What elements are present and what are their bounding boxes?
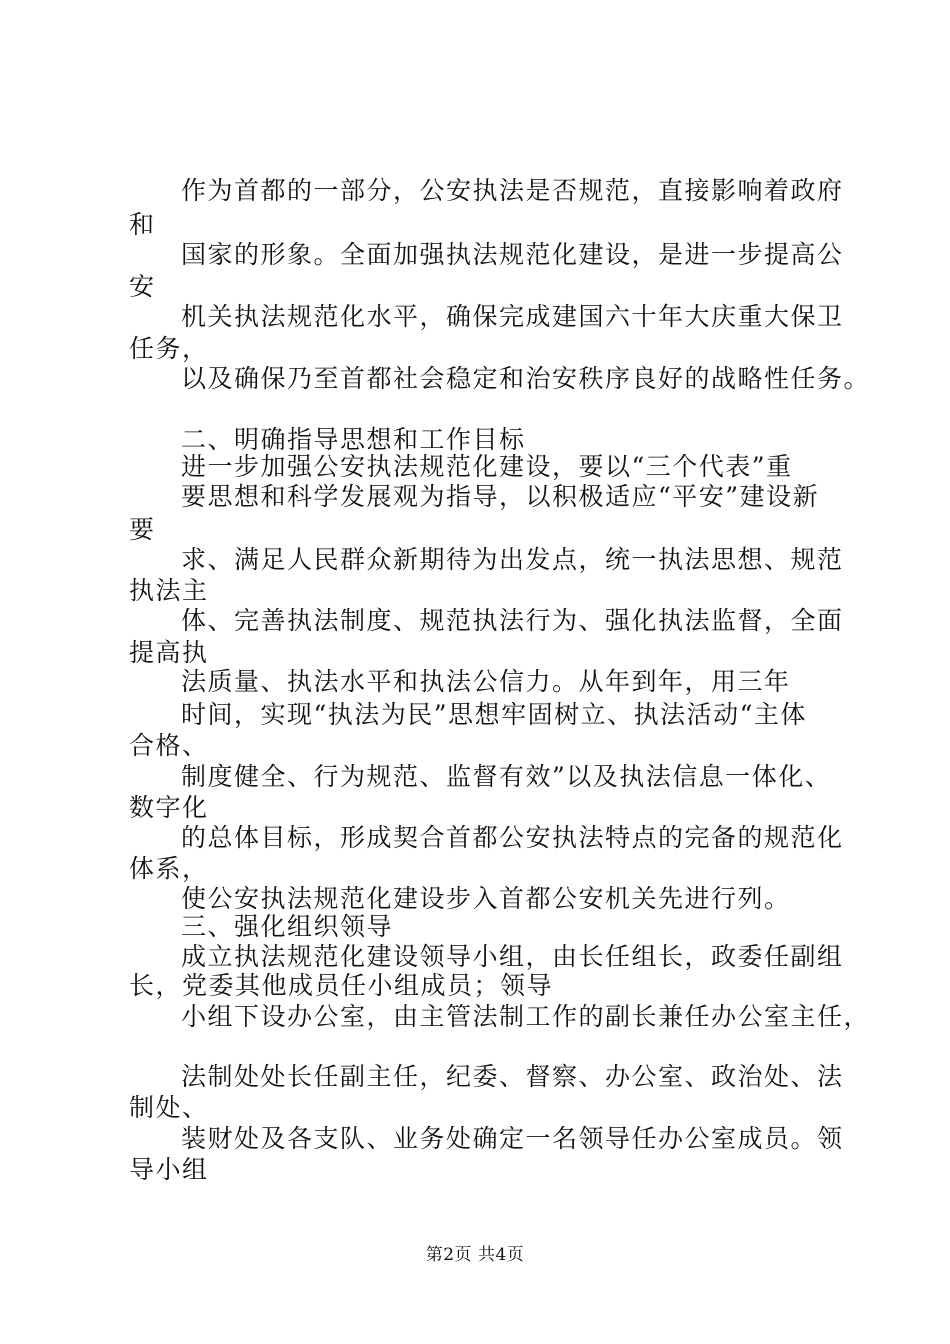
body-text-line: 任务，	[129, 334, 209, 363]
body-text-line: 要思想和科学发展观为指导，以积极适应“平安”建设新	[181, 482, 820, 511]
body-text-line: 执法主	[129, 576, 209, 605]
body-text-line: 数字化	[129, 793, 209, 822]
body-text-line: 机关执法规范化水平，确保完成建国六十年大庆重大保卫	[181, 302, 844, 331]
body-text-line: 提高执	[129, 638, 209, 667]
body-text-line: 的总体目标，形成契合首都公安执法特点的完备的规范化	[181, 823, 844, 852]
section-heading: 三、强化组织领导	[181, 912, 394, 941]
body-text-line: 使公安执法规范化建设步入首都公安机关先进行列。	[181, 884, 791, 913]
body-text-line: 制度健全、行为规范、监督有效”以及执法信息一体化、	[181, 762, 832, 791]
body-text-line: 作为首都的一部分，公安执法是否规范，直接影响着政府	[181, 176, 844, 205]
body-text-line: 长，党委其他成员任小组成员；领导	[129, 971, 554, 1000]
body-text-line: 和	[129, 210, 156, 239]
body-text-line: 合格、	[129, 731, 209, 760]
body-text-line: 体、完善执法制度、规范执法行为、强化执法监督，全面	[181, 606, 844, 635]
body-text-line: 时间，实现“执法为民”思想牢固树立、执法活动“主体	[181, 700, 807, 729]
body-text-line: 成立执法规范化建设领导小组，由长任组长，政委任副组	[181, 942, 844, 971]
body-text-line: 小组下设办公室，由主管法制工作的副长兼任办公室主任，	[181, 1002, 871, 1031]
body-text-line: 进一步加强公安执法规范化建设，要以“三个代表”重	[181, 452, 793, 481]
body-text-line: 国家的形象。全面加强执法规范化建设，是进一步提高公	[181, 240, 844, 269]
page-number-footer: 第2页 共4页	[425, 1245, 525, 1265]
body-text-line: 以及确保乃至首都社会稳定和治安秩序良好的战略性任务。	[181, 364, 871, 393]
body-text-line: 安	[129, 272, 156, 301]
section-heading: 二、明确指导思想和工作目标	[181, 425, 526, 454]
body-text-line: 法质量、执法水平和执法公信力。从年到年，用三年	[181, 667, 791, 696]
body-text-line: 体系，	[129, 854, 209, 883]
body-text-line: 求、满足人民群众新期待为出发点，统一执法思想、规范	[181, 545, 844, 574]
body-text-line: 制处、	[129, 1093, 209, 1122]
body-text-line: 导小组	[129, 1155, 209, 1184]
body-text-line: 要	[129, 515, 156, 544]
body-text-line: 装财处及各支队、业务处确定一名领导任办公室成员。领	[181, 1124, 844, 1153]
body-text-line: 法制处处长任副主任，纪委、督察、办公室、政治处、法	[181, 1062, 844, 1091]
